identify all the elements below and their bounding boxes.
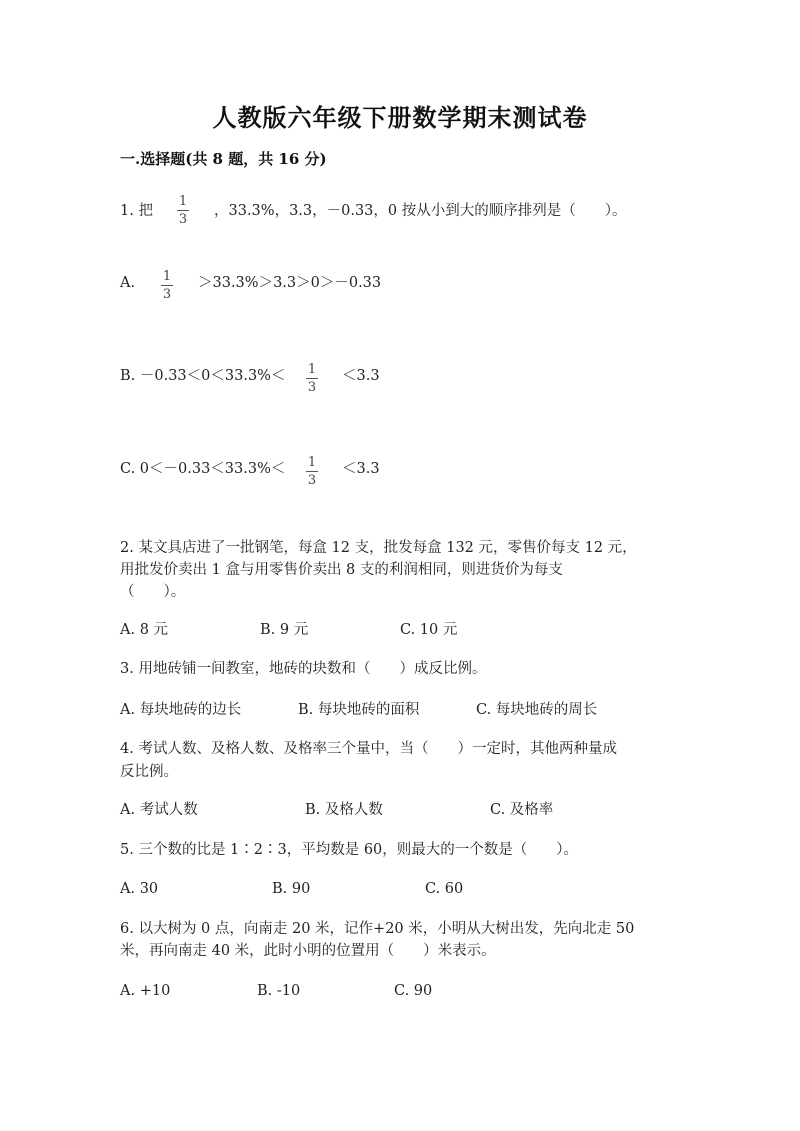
question-6-line-2: 米，再向南走 40 米，此时小明的位置用（ ）米表示。: [120, 943, 496, 959]
fraction-bar: [306, 378, 318, 379]
question-1-option-c[interactable]: C. 0＜－0.33＜33.3%＜: [120, 461, 286, 477]
question-5-option-c[interactable]: C. 60: [425, 881, 464, 897]
question-4-option-c[interactable]: C. 及格率: [490, 802, 554, 818]
question-1-option-a-text: ＞33.3%＞3.3＞0＞－0.33: [198, 275, 382, 291]
question-3-option-c[interactable]: C. 每块地砖的周长: [476, 702, 598, 718]
fraction-bar: [306, 471, 318, 472]
fraction-numerator: 1: [178, 194, 188, 209]
question-1-option-b-text: ＜3.3: [342, 368, 380, 384]
fraction-bar: [161, 285, 173, 286]
question-1-stem-end: ，33.3%，3.3，－0.33，0 按从小到大的顺序排列是（ ）。: [214, 203, 627, 219]
question-1-option-c-text: ＜3.3: [342, 461, 380, 477]
fraction-denominator: 3: [178, 212, 188, 227]
fraction-one-third: [304, 455, 320, 488]
question-2-option-a[interactable]: A. 8 元: [120, 622, 169, 638]
fraction-denominator: 3: [162, 287, 172, 302]
question-5-line-1: 5. 三个数的比是 1∶2∶3，平均数是 60，则最大的一个数是（ ）。: [120, 842, 579, 858]
question-6-line-1: 6. 以大树为 0 点，向南走 20 米，记作+20 米，小明从大树出发，先向北走 50: [120, 921, 635, 937]
question-6-option-c[interactable]: C. 90: [394, 983, 433, 999]
question-3-option-a[interactable]: A. 每块地砖的边长: [120, 702, 242, 718]
fraction-denominator: 3: [307, 380, 317, 395]
question-4-option-b[interactable]: B. 及格人数: [305, 802, 383, 818]
question-2-line-2: 用批发价卖出 1 盒与用零售价卖出 8 支的利润相同，则进货价为每支: [120, 562, 563, 578]
question-1-option-b[interactable]: B. －0.33＜0＜33.3%＜: [120, 368, 286, 384]
question-1-stem-start: 1. 把: [120, 203, 153, 219]
question-5-option-a[interactable]: A. 30: [120, 881, 159, 897]
question-4-line-1: 4. 考试人数、及格人数、及格率三个量中，当（ ）一定时，其他两种量成: [120, 741, 617, 757]
fraction-numerator: 1: [162, 269, 172, 284]
question-2-option-b[interactable]: B. 9 元: [260, 622, 309, 638]
question-6-option-a[interactable]: A. +10: [120, 983, 171, 999]
option-label: A.: [120, 275, 136, 291]
fraction-numerator: 1: [307, 455, 317, 470]
question-4-line-2: 反比例。: [120, 764, 178, 780]
page-title: 人教版六年级下册数学期末测试卷: [212, 103, 588, 132]
question-2-line-3: （ ）。: [120, 584, 186, 600]
fraction-one-third: [159, 269, 175, 302]
section-heading: 一.选择题(共 8 题，共 16 分): [120, 150, 327, 168]
question-3-line-1: 3. 用地砖铺一间教室，地砖的块数和（ ）成反比例。: [120, 661, 487, 677]
fraction-denominator: 3: [307, 473, 317, 488]
question-2-line-1: 2. 某文具店进了一批钢笔，每盒 12 支，批发每盒 132 元，零售价每支 12 元，: [120, 540, 637, 556]
fraction-one-third: [175, 194, 191, 227]
question-1-option-a[interactable]: [120, 273, 135, 294]
fraction-numerator: 1: [307, 362, 317, 377]
question-2-option-c[interactable]: C. 10 元: [400, 622, 458, 638]
question-6-option-b[interactable]: B. -10: [257, 983, 301, 999]
question-4-option-a[interactable]: A. 考试人数: [120, 802, 198, 818]
fraction-bar: [177, 210, 189, 211]
question-5-option-b[interactable]: B. 90: [272, 881, 311, 897]
fraction-one-third: [304, 362, 320, 395]
question-3-option-b[interactable]: B. 每块地砖的面积: [298, 702, 420, 718]
